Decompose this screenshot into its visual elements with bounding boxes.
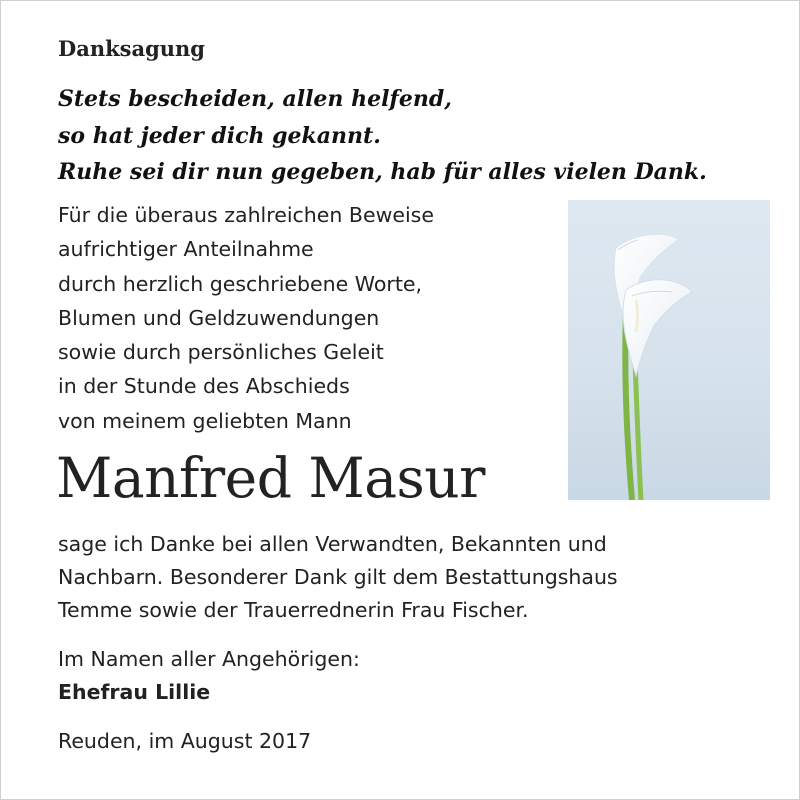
motto-verse	[58, 81, 707, 191]
paragraph-line: aufrichtiger Anteilnahme	[58, 237, 314, 262]
motto-line: Ruhe sei dir nun gegeben, hab für alles vielen Dank.	[58, 159, 707, 185]
place-and-date: Reuden, im August 2017	[58, 729, 312, 753]
paragraph-line: Blumen und Geldzuwendungen	[58, 305, 380, 330]
closing-paragraph	[58, 528, 618, 627]
calla-lily-photo	[568, 200, 770, 500]
paragraph-line: von meinem geliebten Mann	[58, 408, 352, 433]
paragraph-line: Nachbarn. Besonderer Dank gilt dem Bestattungshaus	[58, 565, 618, 589]
deceased-name: Manfred Masur	[56, 446, 485, 510]
paragraph-line: in der Stunde des Abschieds	[58, 374, 350, 399]
paragraph-line: Für die überaus zahlreichen Beweise	[58, 203, 434, 227]
paragraph-line: durch herzlich geschriebene Worte,	[58, 271, 422, 296]
thanks-paragraph	[58, 198, 434, 438]
paragraph-line: Temme sowie der Trauerrednerin Frau Fischer.	[58, 598, 529, 622]
paragraph-line: sowie durch persönliches Geleit	[58, 340, 384, 365]
signature-name: Ehefrau Lillie	[58, 680, 211, 704]
notice-heading: Danksagung	[58, 36, 205, 61]
paragraph-line: sage ich Danke bei allen Verwandten, Bekannten und	[58, 532, 607, 556]
motto-line: Stets bescheiden, allen helfend,	[58, 86, 452, 112]
motto-line: so hat jeder dich gekannt.	[58, 122, 381, 149]
calla-lily-icon	[568, 200, 770, 500]
signature-intro: Im Namen aller Angehörigen:	[58, 647, 360, 671]
